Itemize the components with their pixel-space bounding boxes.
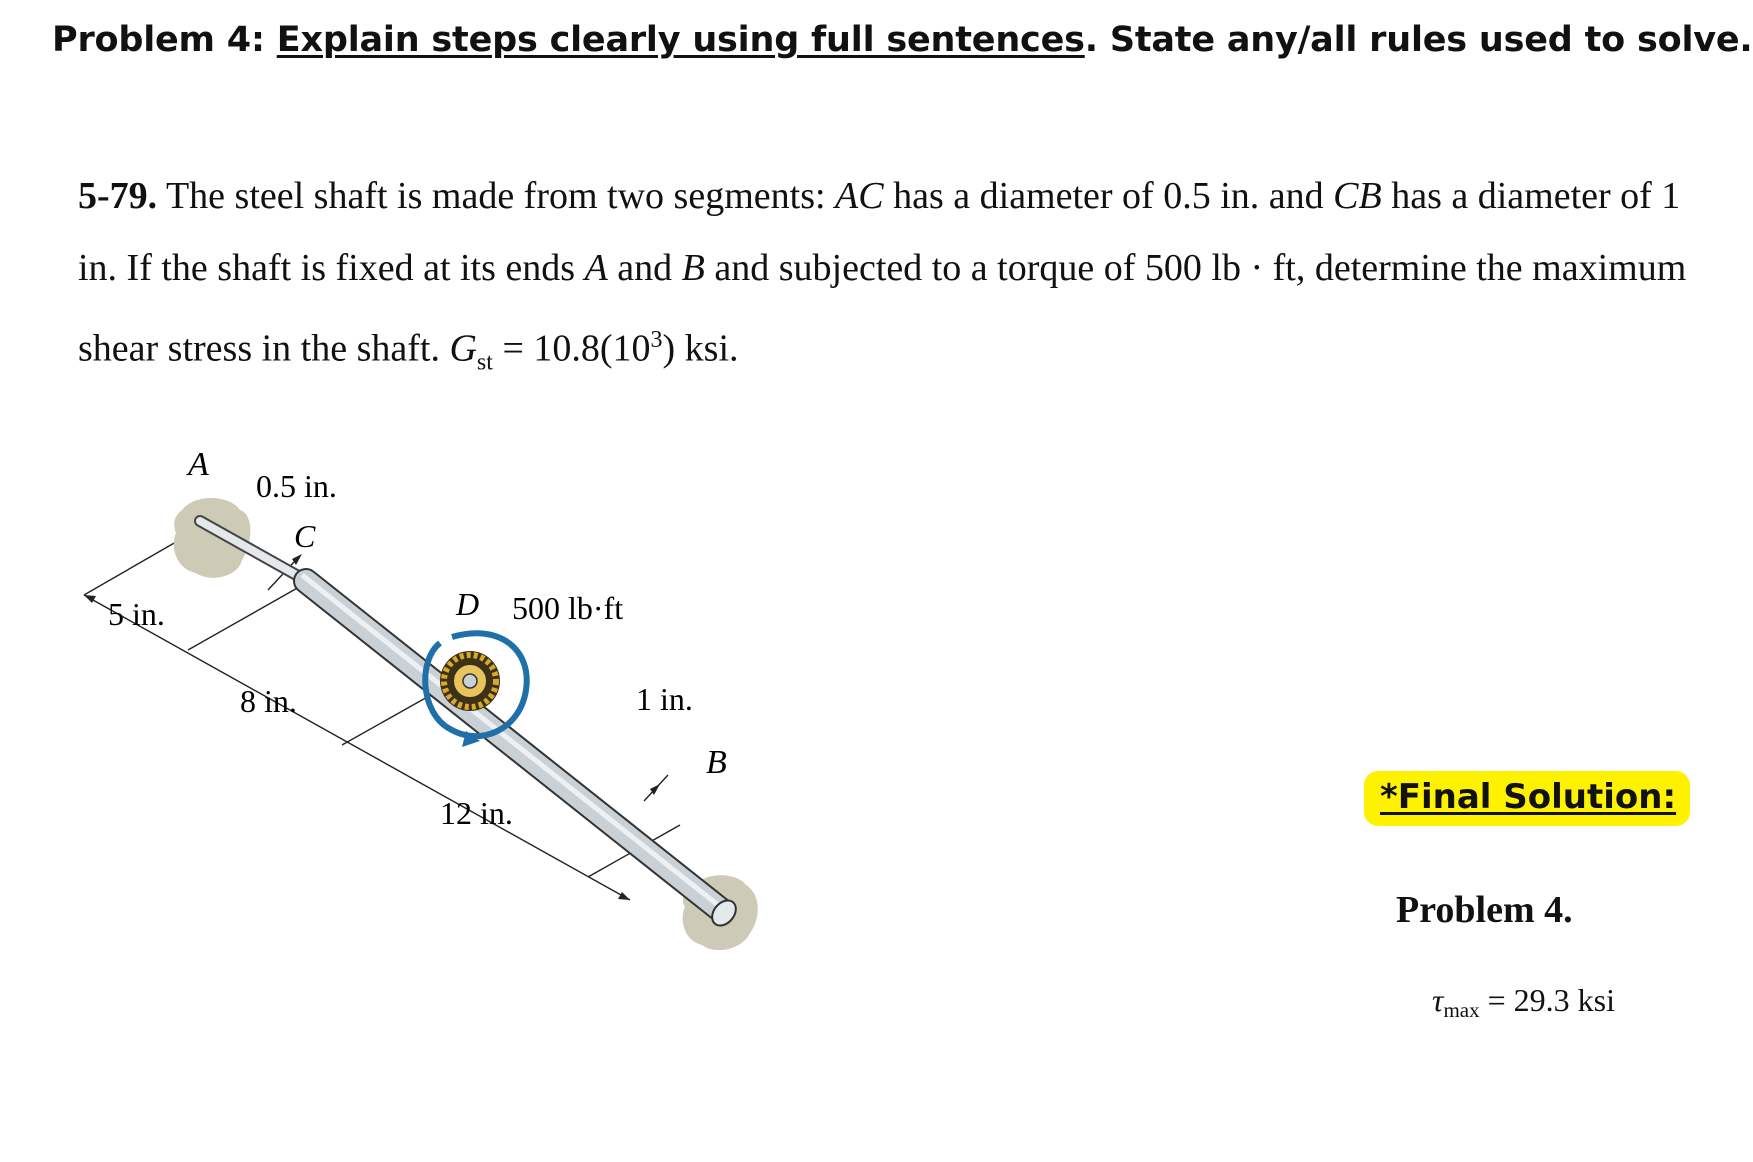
gear-d [440, 651, 500, 711]
segment-ac: AC [835, 175, 884, 217]
exponent: 3 [650, 327, 663, 353]
header-underlined-instruction: Explain steps clearly using full sentences [276, 20, 1085, 60]
final-problem-label: Problem 4. [1396, 889, 1573, 931]
problem-text: ) ksi. [662, 327, 739, 370]
problem-text: = 10.8(10 [492, 327, 651, 370]
problem-text: and [607, 247, 682, 289]
label-d: D [456, 586, 480, 622]
segment-cb: CB [1333, 175, 1382, 217]
header-suffix: . State any/all rules used to solve. [1084, 20, 1753, 60]
label-c: C [294, 518, 316, 554]
problem-number: 5-79. [78, 175, 158, 217]
shear-modulus-symbol: G [449, 327, 477, 370]
header-prefix: Problem 4: [52, 20, 277, 60]
dimension-lines [84, 527, 680, 900]
problem-text: and subjected to a torque of 500 lb · ft, determine the maximum shear stress in the shaft. [78, 247, 1687, 370]
problem-text: has a diameter of 1 in. If the shaft is fixed at its ends [78, 175, 1681, 289]
label-12in: 12 in. [440, 795, 513, 831]
end-b: B [681, 247, 705, 289]
shear-modulus-subscript: st [476, 349, 493, 376]
tau-symbol: τ [1432, 982, 1444, 1018]
end-a: A [584, 247, 608, 289]
problem-statement [78, 160, 1698, 398]
label-8in: 8 in. [240, 683, 297, 719]
final-solution-badge [1364, 771, 1690, 826]
label-diameter-ac: 0.5 in. [256, 468, 337, 504]
final-answer [1432, 982, 1615, 1023]
shaft-diagram [70, 446, 870, 1025]
tau-subscript: max [1443, 998, 1480, 1022]
problem-text: The steel shaft is made from two segments: [157, 175, 836, 217]
label-diameter-cb: 1 in. [636, 681, 693, 717]
label-a: A [188, 446, 209, 483]
final-solution-label: *Final Solution: [1380, 777, 1677, 817]
problem-text: has a diameter of 0.5 in. and [883, 175, 1334, 217]
label-torque: 500 lb·ft [512, 590, 624, 626]
answer-value: = 29.3 ksi [1479, 982, 1615, 1018]
label-b: B [706, 744, 727, 781]
problem-header [52, 20, 1753, 60]
label-5in: 5 in. [108, 596, 165, 632]
